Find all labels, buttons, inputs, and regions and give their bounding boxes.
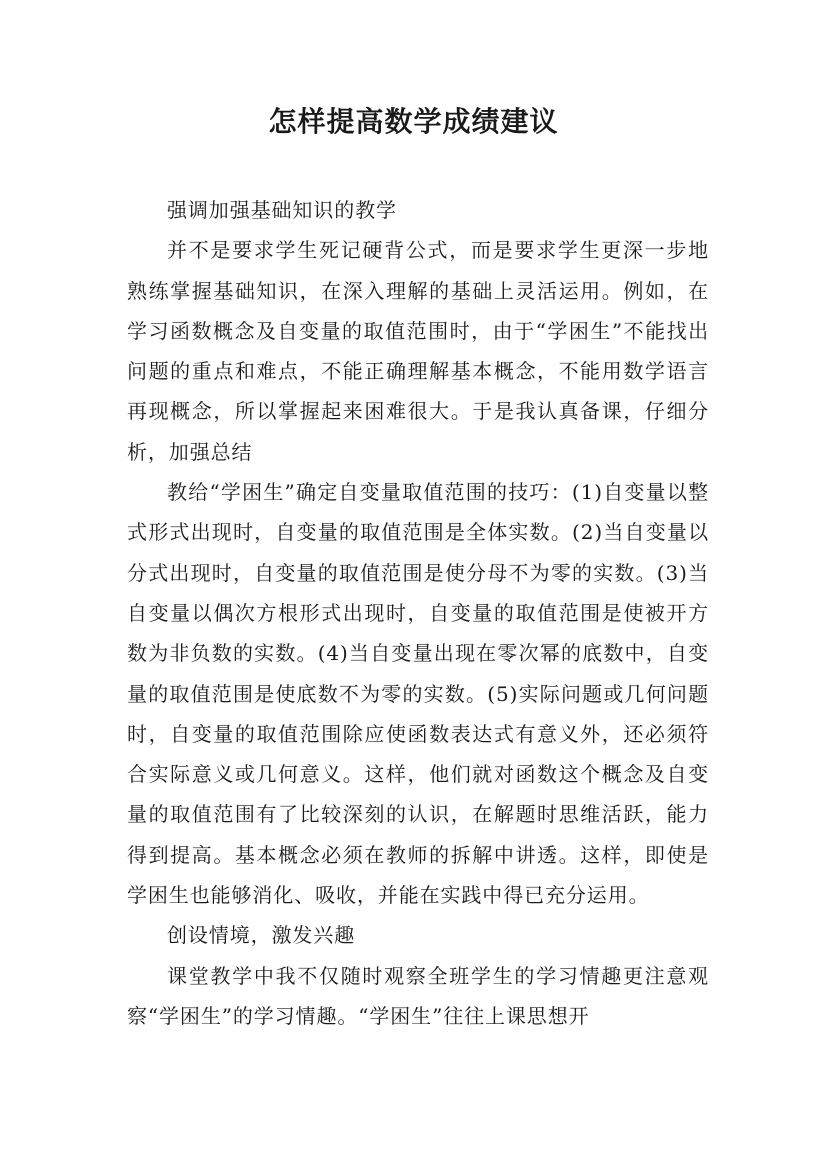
paragraph-basics: 并不是要求学生死记硬背公式，而是要求学生更深一步地熟练掌握基础知识，在深入理解的基础上灵活运用。例如，在学习函数概念及自变量的取值范围时，由于“学困生”不能找出问题的重点和难点，不能正确理解基本概念，不能用数学语言再现概念，所以掌握起来困难很大。于是我认真备课，仔细分析，加强总结 [127,238,709,464]
paragraph-interest: 课堂教学中我不仅随时观察全班学生的学习情趣更注意观察“学困生”的学习情趣。“学困生”往往上课思想开 [127,963,709,1028]
section-heading-interest: 创设情境，激发兴趣 [167,923,356,948]
document-title: 怎样提高数学成绩建议 [268,105,559,138]
section-heading-basics: 强调加强基础知识的教学 [167,198,397,222]
document-body [127,190,709,1036]
paragraph-domain-tips: 教给“学困生”确定自变量取值范围的技巧：(1)自变量以整式形式出现时，自变量的取值范围是全体实数。(2)当自变量以分式出现时，自变量的取值范围是使分母不为零的实数。(3)当自变量以偶次方根形式出现时，自变量的取值范围是使被开方数为非负数的实数。(4)当自变量出现在零次幂的底数中，自变量的取值范围是使底数不为零的实数。(5)实际问题或几何问题时，自变量的取值范围除应使函数表达式有意义外，还必须符合实际意义或几何意义。这样，他们就对函数这个概念及自变量的取值范围有了比较深刻的认识，在解题时思维活跃，能力得到提高。基本概念必须在教师的拆解中讲透。这样，即使是学困生也能够消化、吸收，并能在实践中得已充分运用。 [127,480,709,908]
